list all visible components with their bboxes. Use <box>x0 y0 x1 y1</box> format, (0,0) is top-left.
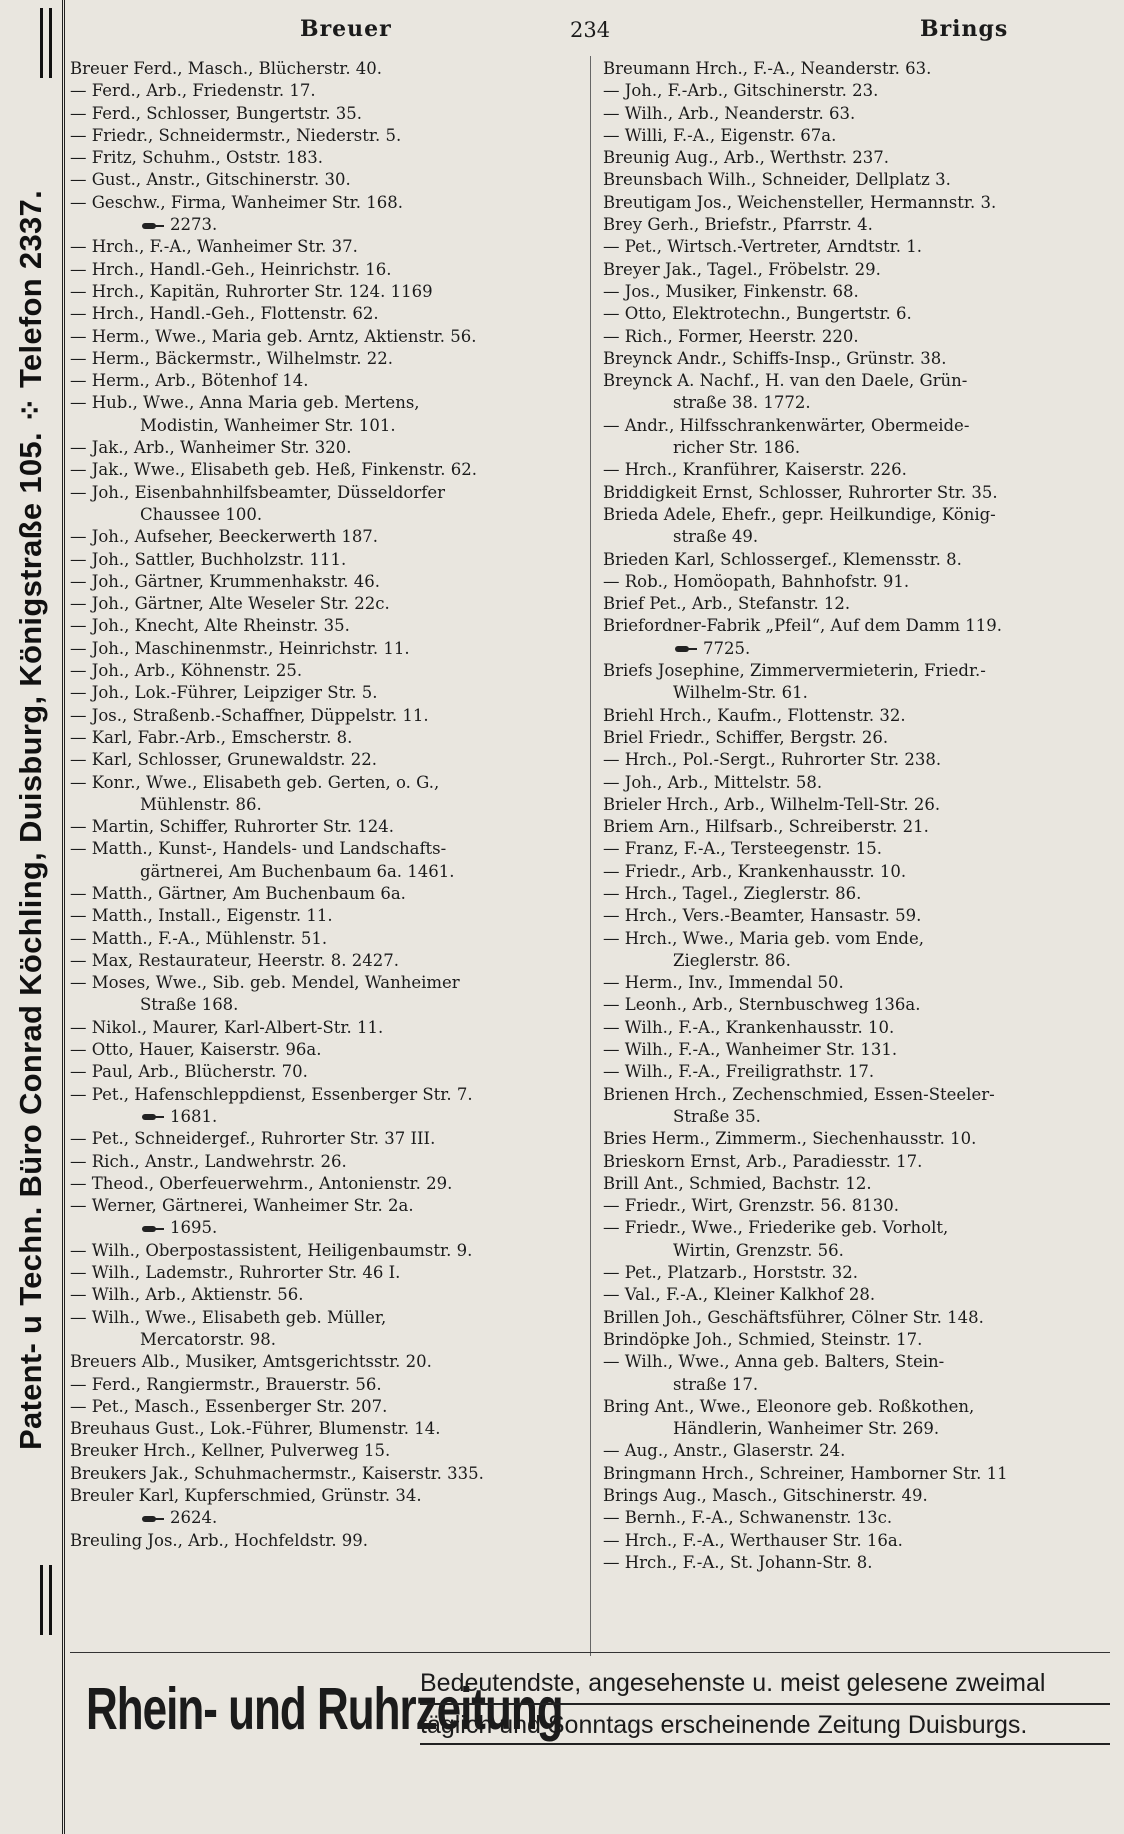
directory-entry <box>70 972 582 994</box>
directory-entry <box>70 259 582 281</box>
directory-entry <box>603 905 1111 927</box>
directory-entry <box>70 905 582 927</box>
entry-text: — Konr., Wwe., Elisabeth geb. Gerten, o. G., <box>70 772 440 792</box>
entry-text: — Otto, Hauer, Kaiserstr. 96a. <box>70 1040 322 1060</box>
entry-text: Brief Pet., Arb., Stefanstr. 12. <box>603 594 851 614</box>
directory-entry <box>70 1530 582 1552</box>
directory-entry <box>70 281 582 303</box>
newspaper-description <box>420 1665 1110 1745</box>
directory-entry <box>70 526 582 548</box>
directory-entry <box>603 682 1111 704</box>
directory-entry <box>70 326 582 348</box>
entry-text: Breuhaus Gust., Lok.-Führer, Blumenstr. 14. <box>70 1419 441 1439</box>
directory-entry <box>603 1418 1111 1440</box>
entry-text: straße 49. <box>673 527 759 547</box>
entry-text: — Hrch., Kranführer, Kaiserstr. 226. <box>603 460 907 480</box>
entry-text: — Ferd., Schlosser, Bungertstr. 35. <box>70 103 363 123</box>
entry-text: straße 17. <box>673 1374 759 1394</box>
directory-entry <box>603 392 1111 414</box>
entry-text: Bries Herm., Zimmerm., Siechenhausstr. 10. <box>603 1129 977 1149</box>
directory-entry <box>603 861 1111 883</box>
entry-text: — Pet., Schneidergef., Ruhrorter Str. 37 III. <box>70 1129 436 1149</box>
directory-entry <box>603 259 1111 281</box>
directory-entry <box>70 1374 582 1396</box>
entry-text: Breunig Aug., Arb., Werthstr. 237. <box>603 148 889 168</box>
directory-entry <box>70 1061 582 1083</box>
directory-entry <box>603 281 1111 303</box>
directory-entry <box>603 705 1111 727</box>
entry-text: — Matth., Install., Eigenstr. 11. <box>70 906 333 926</box>
entry-text: — Jak., Wwe., Elisabeth geb. Heß, Finkenstr. 62. <box>70 460 477 480</box>
entry-text: Breuler Karl, Kupferschmied, Grünstr. 34. <box>70 1486 422 1505</box>
directory-entry <box>70 1396 582 1418</box>
directory-entry <box>603 883 1111 905</box>
entry-text: Briel Friedr., Schiffer, Bergstr. 26. <box>603 727 889 747</box>
telephone-icon <box>142 222 164 230</box>
entry-text: — Joh., Arb., Mittelstr. 58. <box>603 772 823 792</box>
entry-text: Brieler Hrch., Arb., Wilhelm-Tell-Str. 26. <box>603 794 941 814</box>
entry-text: — Friedr., Schneidermstr., Niederstr. 5. <box>70 125 402 145</box>
telephone-icon <box>142 1113 164 1121</box>
entry-text: — Herm., Bäckermstr., Wilhelmstr. 22. <box>70 348 394 368</box>
entry-text: — Werner, Gärtnerei, Wanheimer Str. 2a. <box>70 1196 414 1216</box>
directory-entry <box>70 1017 582 1039</box>
entry-text: — Nikol., Maurer, Karl-Albert-Str. 11. <box>70 1017 384 1037</box>
entry-text: 1695. <box>170 1218 218 1238</box>
directory-entry <box>70 504 582 526</box>
telephone-icon <box>675 645 697 653</box>
directory-entry <box>603 214 1111 236</box>
entry-text: — Jos., Musiker, Finkenstr. 68. <box>603 281 859 301</box>
directory-entry <box>70 861 582 883</box>
directory-entry <box>603 58 1111 80</box>
entry-text: Straße 35. <box>673 1106 761 1126</box>
directory-entry <box>70 928 582 950</box>
directory-entry <box>603 1485 1111 1507</box>
entry-text: Breuers Alb., Musiker, Amtsgerichtsstr. 20. <box>70 1352 432 1372</box>
directory-entry <box>70 192 582 214</box>
directory-entry <box>603 1463 1111 1485</box>
directory-entry <box>603 1084 1111 1106</box>
directory-entry <box>70 1507 582 1529</box>
directory-entry <box>603 928 1111 950</box>
entry-text: — Matth., Gärtner, Am Buchenbaum 6a. <box>70 883 406 903</box>
directory-entry <box>70 883 582 905</box>
directory-entry <box>603 749 1111 771</box>
entry-text: — Pet., Hafenschleppdienst, Essenberger Str. 7. <box>70 1084 473 1104</box>
entry-text: Briefordner-Fabrik „Pfeil“, Auf dem Damm 119. <box>603 616 1002 636</box>
entry-text: — Joh., Sattler, Buchholzstr. 111. <box>70 549 347 569</box>
column-divider <box>590 56 591 1656</box>
entry-text: Brings Aug., Masch., Gitschinerstr. 49. <box>603 1486 928 1505</box>
entry-text: — Joh., Lok.-Führer, Leipziger Str. 5. <box>70 683 378 703</box>
right-column <box>603 58 1111 1648</box>
directory-entry <box>603 125 1111 147</box>
directory-entry <box>603 816 1111 838</box>
directory-entry <box>70 1151 582 1173</box>
telephone-icon <box>142 1225 164 1233</box>
directory-entry <box>603 504 1111 526</box>
entry-text: — Aug., Anstr., Glaserstr. 24. <box>603 1441 846 1461</box>
entry-text: Straße 168. <box>140 995 239 1015</box>
entry-text: — Joh., Gärtner, Krummenhakstr. 46. <box>70 571 381 591</box>
entry-text: — Wilh., Oberpostassistent, Heiligenbaumstr. 9. <box>70 1240 473 1260</box>
entry-text: Breuling Jos., Arb., Hochfeldstr. 99. <box>70 1530 369 1550</box>
entry-text: — Max, Restaurateur, Heerstr. 8. 2427. <box>70 950 400 970</box>
entry-text: — Joh., Eisenbahnhilfsbeamter, Düsseldorfer <box>70 482 445 502</box>
directory-entry <box>603 526 1111 548</box>
side-double-rule-bottom <box>40 1565 52 1635</box>
entry-text: straße 38. 1772. <box>673 393 811 413</box>
directory-entry <box>70 80 582 102</box>
directory-entry <box>70 236 582 258</box>
directory-entry <box>70 1106 582 1128</box>
header-left-keyword: Breuer <box>300 16 392 42</box>
directory-entry <box>603 794 1111 816</box>
directory-entry <box>603 1240 1111 1262</box>
entry-text: — Geschw., Firma, Wanheimer Str. 168. <box>70 192 403 212</box>
directory-entry <box>603 303 1111 325</box>
entry-text: — Jak., Arb., Wanheimer Str. 320. <box>70 438 352 458</box>
entry-text: — Paul, Arb., Blücherstr. 70. <box>70 1062 308 1082</box>
directory-entry <box>70 593 582 615</box>
newspaper-description-line-1: Bedeutendste, angesehenste u. meist gelesene zweimal <box>420 1665 1110 1705</box>
directory-entry <box>70 705 582 727</box>
entry-text: — Joh., Knecht, Alte Rheinstr. 35. <box>70 616 350 636</box>
entry-text: Zieglerstr. 86. <box>673 950 791 970</box>
directory-entry <box>603 1173 1111 1195</box>
entry-text: — Fritz, Schuhm., Oststr. 183. <box>70 148 324 168</box>
directory-entry <box>70 125 582 147</box>
directory-entry <box>603 950 1111 972</box>
directory-entry <box>70 816 582 838</box>
directory-entry <box>70 1351 582 1373</box>
entry-text: — Wilh., F.-A., Krankenhausstr. 10. <box>603 1017 895 1037</box>
entry-text: — Pet., Wirtsch.-Vertreter, Arndtstr. 1. <box>603 237 922 257</box>
directory-entry <box>70 838 582 860</box>
entry-text: — Wilh., Wwe., Elisabeth geb. Müller, <box>70 1307 387 1327</box>
directory-entry <box>603 437 1111 459</box>
entry-text: Breuer Ferd., Masch., Blücherstr. 40. <box>70 59 383 78</box>
entry-text: — Pet., Masch., Essenberger Str. 207. <box>70 1396 388 1416</box>
directory-entry <box>70 549 582 571</box>
directory-entry <box>70 214 582 236</box>
page-header <box>70 10 1110 50</box>
directory-entry <box>70 950 582 972</box>
entry-text: — Hrch., Vers.-Beamter, Hansastr. 59. <box>603 906 922 926</box>
entry-text: Brieda Adele, Ehefr., gepr. Heilkundige, König- <box>603 504 996 524</box>
entry-text: Brill Ant., Schmied, Bachstr. 12. <box>603 1173 872 1193</box>
side-advertisement-strip <box>0 0 65 1834</box>
directory-entry <box>603 660 1111 682</box>
entry-text: — Wilh., F.-A., Wanheimer Str. 131. <box>603 1040 898 1060</box>
entry-text: — Hrch., F.-A., St. Johann-Str. 8. <box>603 1552 873 1572</box>
directory-entry <box>70 437 582 459</box>
entry-text: Wilhelm-Str. 61. <box>673 683 808 703</box>
directory-entry <box>603 1351 1111 1373</box>
directory-entry <box>70 772 582 794</box>
directory-entry <box>603 1329 1111 1351</box>
directory-entry <box>70 1418 582 1440</box>
entry-text: — Otto, Elektrotechn., Bungertstr. 6. <box>603 304 912 324</box>
entry-text: — Hrch., Wwe., Maria geb. vom Ende, <box>603 928 924 948</box>
entry-text: — Theod., Oberfeuerwehrm., Antonienstr. 29. <box>70 1173 453 1193</box>
telephone-icon <box>142 1515 164 1523</box>
directory-entry <box>70 1173 582 1195</box>
directory-entry <box>603 972 1111 994</box>
entry-text: Mühlenstr. 86. <box>140 794 262 814</box>
directory-entry <box>70 1084 582 1106</box>
entry-text: — Karl, Fabr.-Arb., Emscherstr. 8. <box>70 727 353 747</box>
directory-entry <box>70 682 582 704</box>
directory-entry <box>70 103 582 125</box>
directory-entry <box>603 1217 1111 1239</box>
directory-entry <box>603 571 1111 593</box>
entry-text: — Friedr., Arb., Krankenhausstr. 10. <box>603 861 907 881</box>
entry-text: — Wilh., Arb., Neanderstr. 63. <box>603 103 856 123</box>
directory-entry <box>603 348 1111 370</box>
directory-entry <box>70 303 582 325</box>
entry-text: Brieskorn Ernst, Arb., Paradiesstr. 17. <box>603 1151 923 1171</box>
entry-text: — Friedr., Wirt, Grenzstr. 56. 8130. <box>603 1196 899 1216</box>
directory-entry <box>70 392 582 414</box>
entry-text: — Friedr., Wwe., Friederike geb. Vorholt, <box>603 1218 949 1238</box>
entry-text: 1681. <box>170 1106 218 1126</box>
directory-entry <box>70 1284 582 1306</box>
entry-text: Händlerin, Wanheimer Str. 269. <box>673 1419 940 1439</box>
entry-text: — Hrch., F.-A., Werthauser Str. 16a. <box>603 1530 903 1550</box>
entry-text: — Joh., Maschinenmstr., Heinrichstr. 11. <box>70 638 410 658</box>
directory-entry <box>70 1217 582 1239</box>
directory-entry <box>603 459 1111 481</box>
entry-text: Briehl Hrch., Kaufm., Flottenstr. 32. <box>603 705 906 725</box>
directory-entry <box>603 1017 1111 1039</box>
directory-entry <box>603 1195 1111 1217</box>
entry-text: — Rob., Homöopath, Bahnhofstr. 91. <box>603 571 910 591</box>
entry-text: Briefs Josephine, Zimmervermieterin, Friedr.- <box>603 661 986 681</box>
directory-entry <box>70 727 582 749</box>
directory-entry <box>603 838 1111 860</box>
entry-text: — Joh., Arb., Köhnenstr. 25. <box>70 661 303 681</box>
directory-entry <box>603 482 1111 504</box>
directory-entry <box>603 1396 1111 1418</box>
directory-entry <box>70 749 582 771</box>
directory-entry <box>70 1485 582 1507</box>
directory-entry <box>603 638 1111 660</box>
entry-text: Brillen Joh., Geschäftsführer, Cölner Str. 148. <box>603 1307 984 1327</box>
directory-entry <box>70 794 582 816</box>
entry-text: — Wilh., Arb., Aktienstr. 56. <box>70 1285 304 1305</box>
page-number: 234 <box>570 18 611 42</box>
directory-entry <box>603 1061 1111 1083</box>
entry-text: — Hrch., F.-A., Wanheimer Str. 37. <box>70 237 358 257</box>
newspaper-description-line-2: täglich und Sonntags erscheinende Zeitung Duisburgs. <box>420 1705 1110 1745</box>
entry-text: gärtnerei, Am Buchenbaum 6a. 1461. <box>140 861 455 881</box>
entry-text: — Gust., Anstr., Gitschinerstr. 30. <box>70 170 351 190</box>
directory-entry <box>603 615 1111 637</box>
directory-entry <box>603 326 1111 348</box>
directory-entry <box>603 1262 1111 1284</box>
entry-text: — Martin, Schiffer, Ruhrorter Str. 124. <box>70 817 395 837</box>
directory-entry <box>70 482 582 504</box>
directory-entry <box>603 1307 1111 1329</box>
entry-text: Wirtin, Grenzstr. 56. <box>673 1240 844 1260</box>
directory-entry <box>603 147 1111 169</box>
entry-text: — Andr., Hilfsschrankenwärter, Obermeide- <box>603 415 970 435</box>
entry-text: — Hrch., Tagel., Zieglerstr. 86. <box>603 883 862 903</box>
entry-text: — Matth., F.-A., Mühlenstr. 51. <box>70 928 328 948</box>
header-right-keyword: Brings <box>920 16 1009 42</box>
entry-text: — Karl, Schlosser, Grunewaldstr. 22. <box>70 750 377 770</box>
entry-text: Breyer Jak., Tagel., Fröbelstr. 29. <box>603 259 881 279</box>
entry-text: — Hrch., Pol.-Sergt., Ruhrorter Str. 238. <box>603 750 942 770</box>
entry-text: — Rich., Anstr., Landwehrstr. 26. <box>70 1151 347 1171</box>
entry-text: Breunsbach Wilh., Schneider, Dellplatz 3. <box>603 170 951 190</box>
entry-text: — Joh., F.-Arb., Gitschinerstr. 23. <box>603 81 879 101</box>
directory-entry <box>70 459 582 481</box>
entry-text: 2273. <box>170 215 218 235</box>
entry-text: Breynck A. Nachf., H. van den Daele, Grün- <box>603 371 968 391</box>
entry-text: Modistin, Wanheimer Str. 101. <box>140 415 396 435</box>
entry-text: richer Str. 186. <box>673 438 801 458</box>
directory-entry <box>603 80 1111 102</box>
entry-text: — Hrch., Kapitän, Ruhrorter Str. 124. 1169 <box>70 281 433 301</box>
entry-text: Briem Arn., Hilfsarb., Schreiberstr. 21. <box>603 817 929 837</box>
directory-entry <box>70 1307 582 1329</box>
entry-text: — Ferd., Rangiermstr., Brauerstr. 56. <box>70 1374 382 1394</box>
entry-text: — Matth., Kunst-, Handels- und Landschafts- <box>70 839 447 859</box>
directory-entry <box>603 593 1111 615</box>
entry-text: — Joh., Aufseher, Beeckerwerth 187. <box>70 527 379 547</box>
directory-entry <box>603 370 1111 392</box>
directory-entry <box>603 1552 1111 1574</box>
directory-entry <box>70 1039 582 1061</box>
directory-entry <box>70 1440 582 1462</box>
directory-entry <box>603 236 1111 258</box>
entry-text: — Moses, Wwe., Sib. geb. Mendel, Wanheimer <box>70 973 460 993</box>
directory-entry <box>70 638 582 660</box>
directory-entry <box>603 1151 1111 1173</box>
directory-entry <box>70 1463 582 1485</box>
directory-entry <box>603 994 1111 1016</box>
entry-text: — Hub., Wwe., Anna Maria geb. Mertens, <box>70 393 420 413</box>
directory-entry <box>603 727 1111 749</box>
entry-text: Brey Gerh., Briefstr., Pfarrstr. 4. <box>603 215 873 235</box>
directory-entry <box>603 415 1111 437</box>
entry-text: Brindöpke Joh., Schmied, Steinstr. 17. <box>603 1329 923 1349</box>
entry-text: — Herm., Wwe., Maria geb. Arntz, Aktienstr. 56. <box>70 326 477 346</box>
directory-entry <box>603 1128 1111 1150</box>
directory-entry <box>603 1106 1111 1128</box>
entry-text: — Jos., Straßenb.-Schaffner, Düppelstr. 11. <box>70 705 429 725</box>
directory-entry <box>603 772 1111 794</box>
entry-text: — Val., F.-A., Kleiner Kalkhof 28. <box>603 1285 876 1305</box>
entry-text: Breynck Andr., Schiffs-Insp., Grünstr. 38. <box>603 348 947 368</box>
directory-entry <box>603 1507 1111 1529</box>
entry-text: — Bernh., F.-A., Schwanenstr. 13c. <box>603 1508 893 1528</box>
directory-entry <box>70 348 582 370</box>
entry-text: Bring Ant., Wwe., Eleonore geb. Roßkothen, <box>603 1396 975 1416</box>
footer-advertisement <box>70 1652 1110 1773</box>
directory-entry <box>70 370 582 392</box>
entry-text: — Franz, F.-A., Tersteegenstr. 15. <box>603 839 882 859</box>
directory-entry <box>603 1039 1111 1061</box>
directory-entry <box>70 415 582 437</box>
entry-text: Bringmann Hrch., Schreiner, Hamborner Str. 11 <box>603 1463 1008 1483</box>
entry-text: Brieden Karl, Schlossergef., Klemensstr. 8. <box>603 549 962 569</box>
newspaper-name: Rhein- und Ruhrzeitung <box>86 1676 563 1743</box>
directory-entry <box>70 615 582 637</box>
directory-entry <box>70 660 582 682</box>
side-advertisement-text: Patent- u Techn. Büro Conrad Köchling, Duisburg, Königstraße 105. ⁘ Telefon 2337. <box>13 190 48 1451</box>
entry-text: Breumann Hrch., F.-A., Neanderstr. 63. <box>603 59 932 78</box>
directory-entry <box>603 1440 1111 1462</box>
entry-text: Chaussee 100. <box>140 504 263 524</box>
entry-text: — Wilh., Lademstr., Ruhrorter Str. 46 I. <box>70 1263 401 1283</box>
directory-entry <box>603 549 1111 571</box>
entry-text: Breukers Jak., Schuhmachermstr., Kaiserstr. 335. <box>70 1463 484 1483</box>
entry-text: Breuker Hrch., Kellner, Pulverweg 15. <box>70 1441 391 1461</box>
entry-text: — Pet., Platzarb., Horststr. 32. <box>603 1263 859 1283</box>
directory-entry <box>603 1530 1111 1552</box>
entry-text: Breutigam Jos., Weichensteller, Hermannstr. 3. <box>603 192 997 212</box>
entry-text: — Willi, F.-A., Eigenstr. 67a. <box>603 125 837 145</box>
entry-text: — Ferd., Arb., Friedenstr. 17. <box>70 81 316 101</box>
entry-text: — Hrch., Handl.-Geh., Heinrichstr. 16. <box>70 259 392 279</box>
directory-entry <box>603 169 1111 191</box>
entry-text: Briddigkeit Ernst, Schlosser, Ruhrorter Str. 35. <box>603 482 998 502</box>
directory-entry <box>70 1128 582 1150</box>
directory-entry <box>70 1262 582 1284</box>
directory-entry <box>603 103 1111 125</box>
entry-text: Brienen Hrch., Zechenschmied, Essen-Steeler- <box>603 1084 995 1104</box>
entry-text: 7725. <box>703 638 751 658</box>
entry-text: — Rich., Former, Heerstr. 220. <box>603 326 859 346</box>
entry-text: — Herm., Arb., Bötenhof 14. <box>70 371 309 391</box>
entry-text: — Wilh., Wwe., Anna geb. Balters, Stein- <box>603 1352 945 1372</box>
entry-text: — Leonh., Arb., Sternbuschweg 136a. <box>603 995 921 1015</box>
directory-entry <box>70 1195 582 1217</box>
directory-entry <box>70 1240 582 1262</box>
directory-entry <box>70 58 582 80</box>
directory-entry <box>70 1329 582 1351</box>
entry-text: — Herm., Inv., Immendal 50. <box>603 973 844 993</box>
directory-entry <box>70 147 582 169</box>
directory-entry <box>603 1374 1111 1396</box>
directory-entry <box>70 994 582 1016</box>
entry-text: Mercatorstr. 98. <box>140 1329 276 1349</box>
directory-entry <box>70 169 582 191</box>
entry-text: 2624. <box>170 1508 218 1528</box>
entry-text: — Wilh., F.-A., Freiligrathstr. 17. <box>603 1062 875 1082</box>
directory-entry <box>603 1284 1111 1306</box>
directory-entry <box>70 571 582 593</box>
left-column <box>70 58 582 1648</box>
entry-text: — Joh., Gärtner, Alte Weseler Str. 22c. <box>70 594 390 614</box>
directory-entry <box>603 192 1111 214</box>
entry-text: — Hrch., Handl.-Geh., Flottenstr. 62. <box>70 304 379 324</box>
